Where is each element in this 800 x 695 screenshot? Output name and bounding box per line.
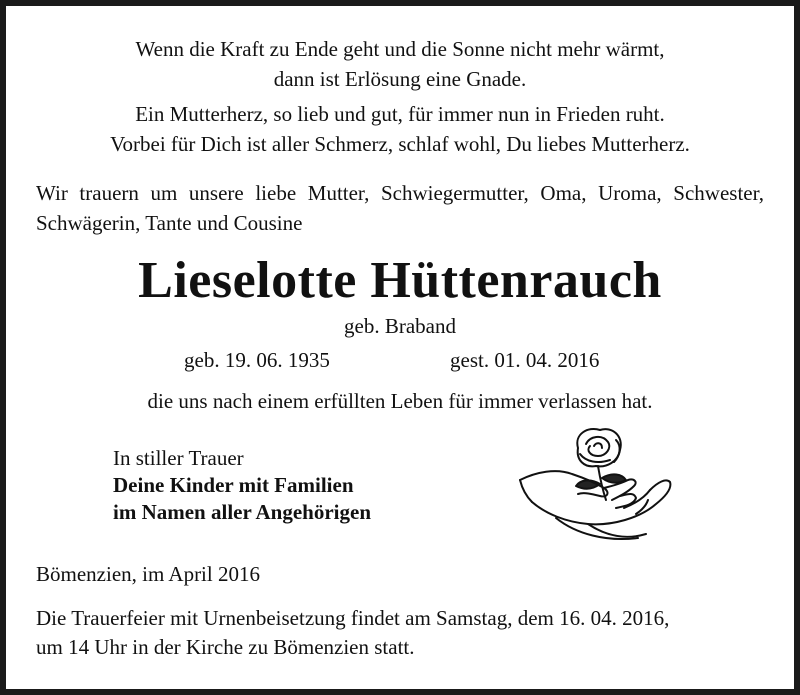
service-line: um 14 Uhr in der Kirche zu Bömenzien statt. (36, 635, 415, 659)
mourners-block (113, 445, 371, 526)
poem-verse-1 (6, 34, 794, 94)
service-line: Die Trauerfeier mit Urnenbeisetzung findet am Samstag, dem 16. 04. 2016, (36, 606, 670, 630)
poem-line: Ein Mutterherz, so lieb und gut, für immer nun in Frieden ruht. (135, 102, 665, 126)
funeral-service-info (36, 604, 669, 662)
poem-verse-2 (6, 99, 794, 159)
place-date: Bömenzien, im April 2016 (36, 562, 260, 586)
intro-line: Wir trauern um unsere liebe Mutter, Schwiegermutter, Oma, Uroma, (36, 181, 662, 205)
birth-date: geb. 19. 06. 1935 (184, 348, 330, 372)
mourners-line: In stiller Trauer (113, 446, 244, 470)
deceased-name: Lieselotte Hüttenrauch (138, 252, 662, 309)
farewell-line: die uns nach einem erfüllten Leben für immer verlassen hat. (147, 389, 653, 413)
maiden-name: geb. Braband (344, 314, 456, 338)
poem-line: Wenn die Kraft zu Ende geht und die Sonne nicht mehr wärmt, (135, 37, 665, 61)
mourners-family: Deine Kinder mit Familien (113, 473, 354, 497)
mourning-intro (36, 178, 764, 238)
poem-line: dann ist Erlösung eine Gnade. (273, 67, 527, 91)
mourners-relatives: im Namen aller Angehörigen (113, 500, 372, 524)
rose-in-hands-icon (516, 418, 676, 553)
death-date: gest. 01. 04. 2016 (450, 348, 600, 372)
intro-line: Schwester, Schwägerin, Tante und Cousine (36, 181, 764, 235)
poem-line: Vorbei für Dich ist aller Schmerz, schlaf wohl, Du liebes Mutterherz. (110, 132, 690, 156)
